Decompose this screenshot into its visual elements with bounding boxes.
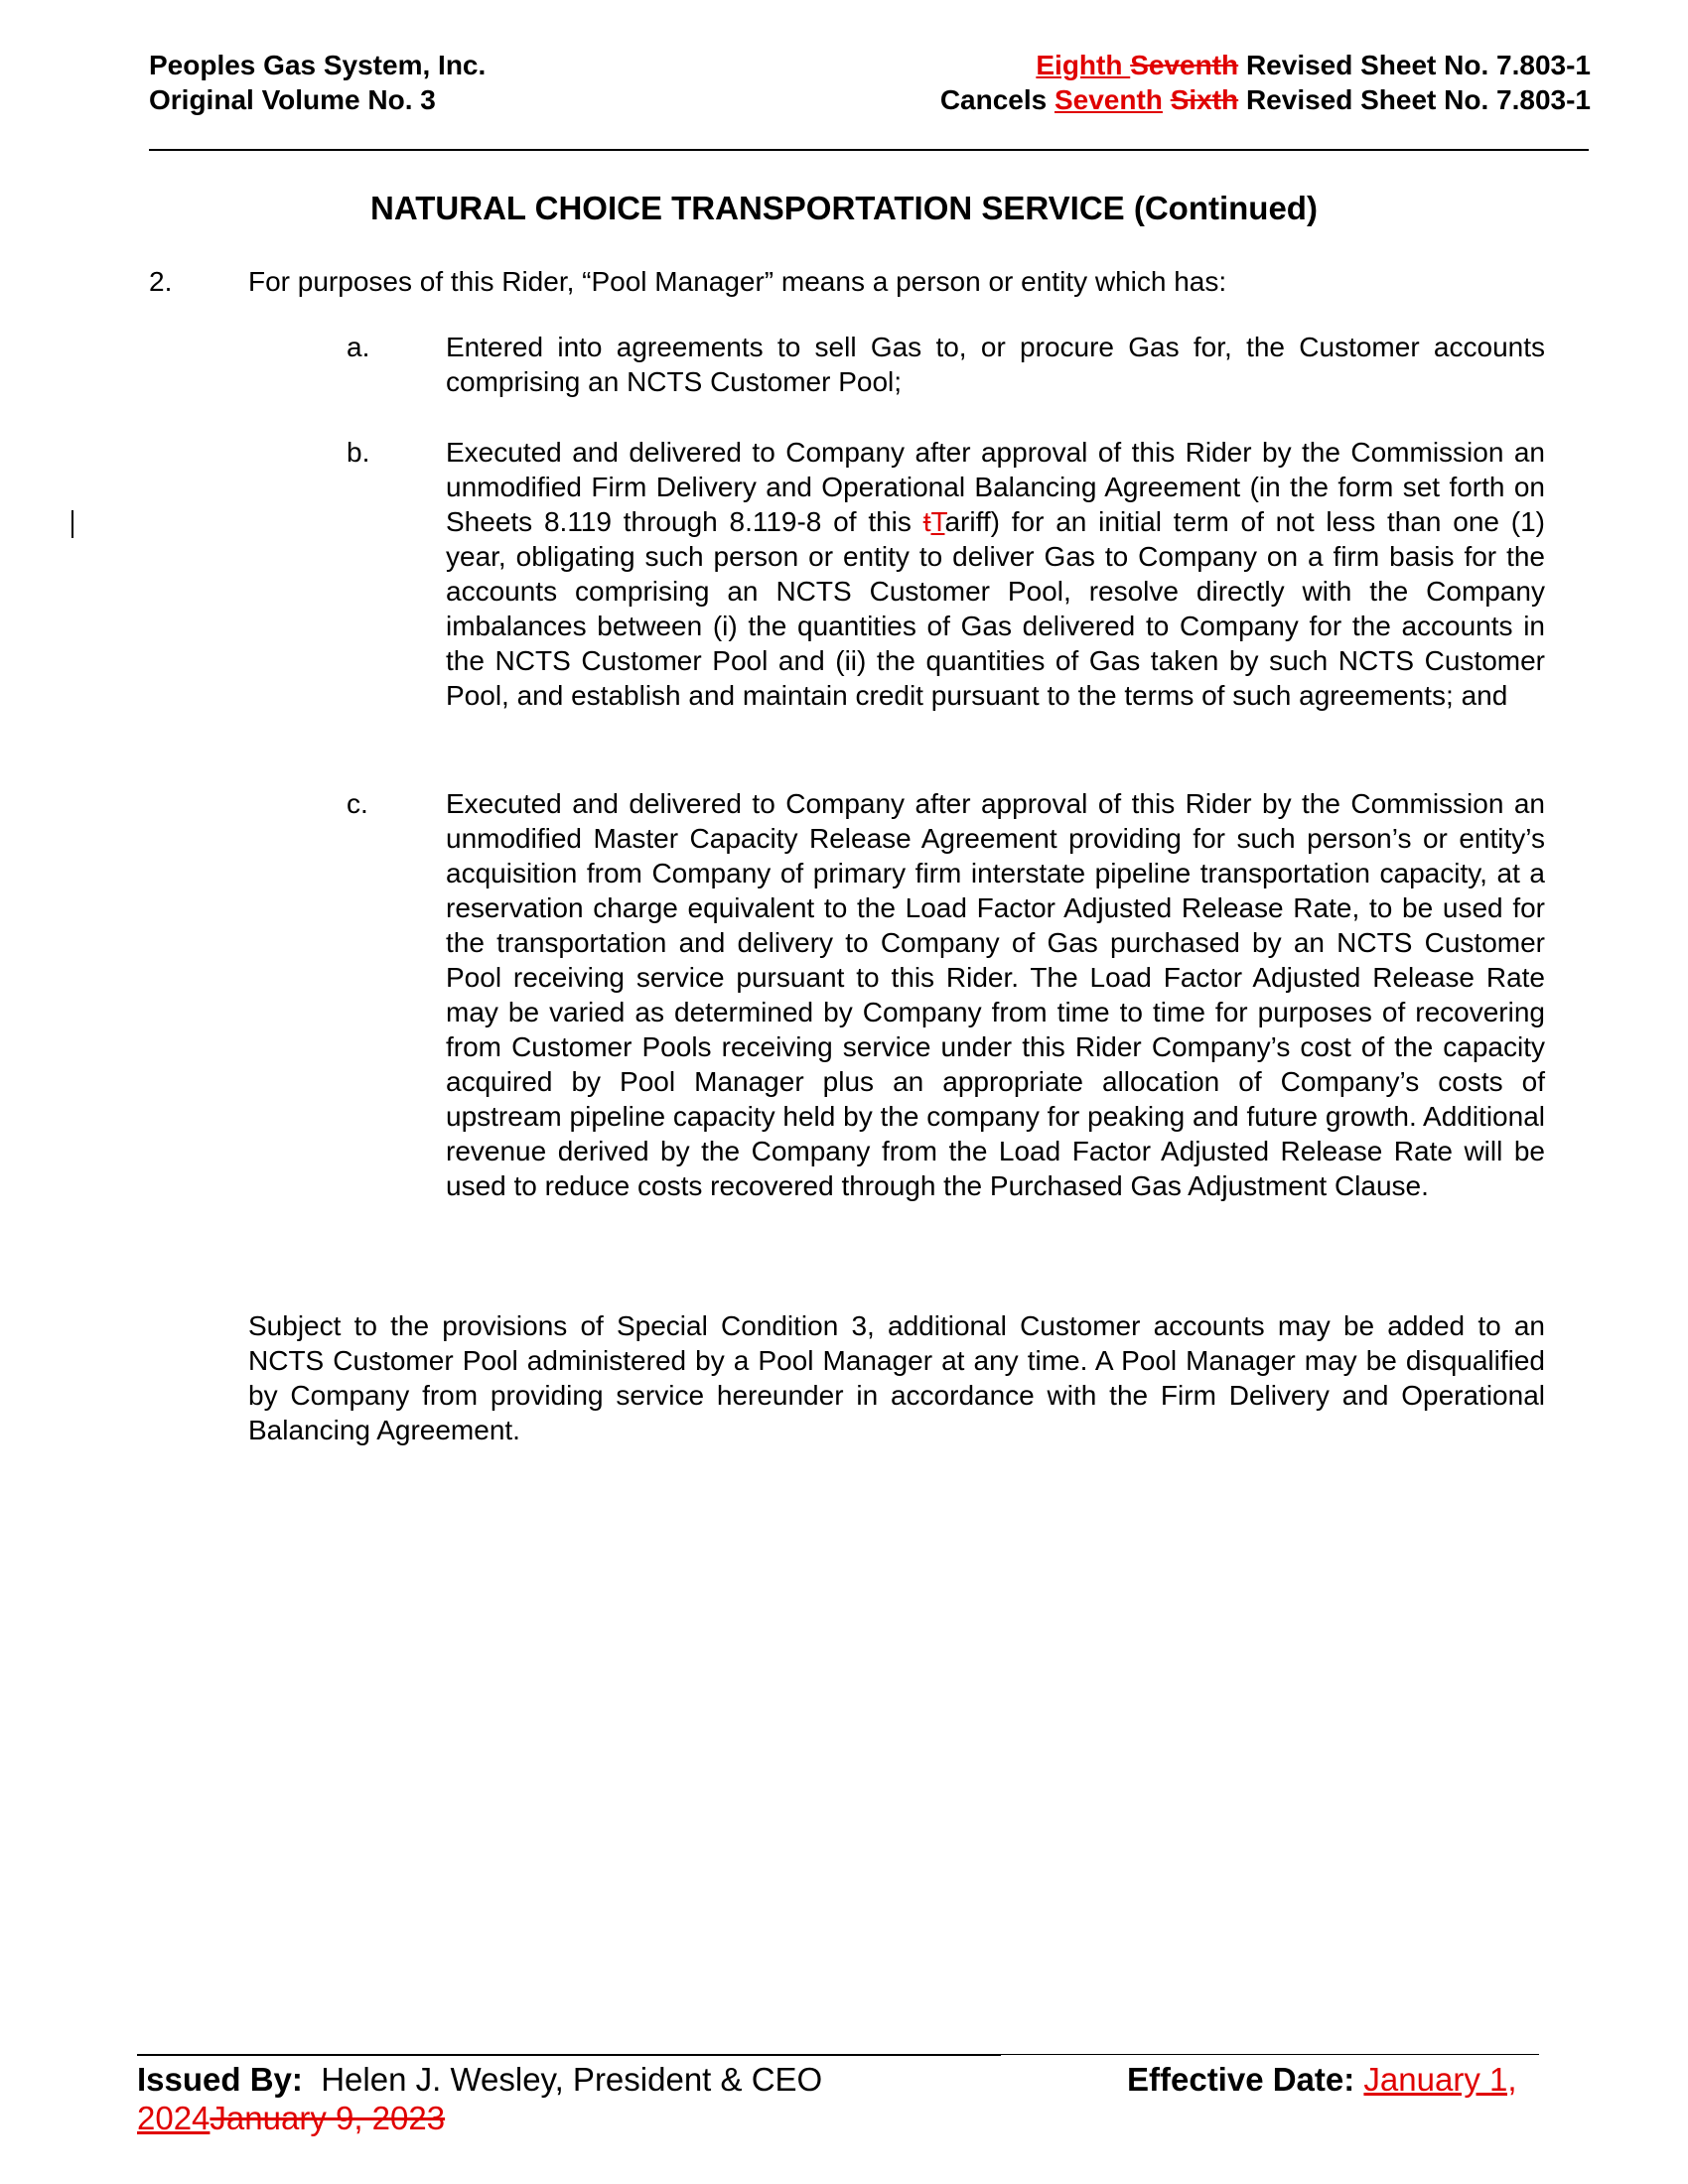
sub-item-text-a: Entered into agreements to sell Gas to, or procure Gas for, the Customer accounts comprising an NCTS Customer Pool;: [446, 332, 1545, 397]
company-name: Peoples Gas System, Inc.: [149, 50, 487, 80]
inserted-text: Eighth: [1036, 50, 1131, 80]
deleted-text: Seventh: [1130, 50, 1239, 80]
header-left: [149, 48, 486, 117]
inserted-text: January 1,: [1363, 2061, 1517, 2098]
spacer: [1163, 84, 1171, 115]
sub-item-letter-b: b.: [347, 437, 370, 468]
footer-divider-right: [1001, 2054, 1539, 2055]
sub-item-letter-c: c.: [347, 788, 368, 819]
item-text: For purposes of this Rider, “Pool Manager” means a person or entity which has:: [248, 266, 1227, 297]
inserted-text: T: [930, 506, 945, 537]
deleted-text: t: [922, 506, 931, 537]
sub-item-letter-a: a.: [347, 332, 370, 362]
effective-label: Effective Date:: [1127, 2061, 1364, 2098]
effective-date: [1127, 2060, 1517, 2100]
cancels-prefix: Cancels: [939, 84, 1055, 115]
cancels-sheet: [940, 82, 1591, 117]
effective-date-continued: [137, 2099, 445, 2138]
cancels-label: Revised Sheet No. 7.803-1: [1238, 84, 1591, 115]
issuer-name: Helen J. Wesley, President & CEO: [302, 2061, 823, 2098]
deleted-text: Sixth: [1170, 84, 1239, 115]
sub-item-text-c: Executed and delivered to Company after approval of this Rider by the Commission an unmodified Master Capacity Release Agreement providing for such person’s or entity’s acquisition from Company of primary firm interstate pipeline transportation capacity, at a reservation charge equivalent to the Load Factor Adjusted Release Rate, to be used for the transportation and delivery to Company of Gas purchased by an NCTS Customer Pool receiving service pursuant to this Rider. The Load Factor Adjusted Release Rate may be varied as determined by Company from time to time for purposes of recovering from Customer Pools receiving service under this Rider Company’s cost of the capacity acquired by Pool Manager plus an appropriate allocation of Company’s costs of upstream pipeline capacity held by the company for peaking and future growth. Additional revenue derived by the Company from the Load Factor Adjusted Release Rate will be used to reduce costs recovered through the Purchased Gas Adjustment Clause.: [446, 788, 1545, 1201]
text-run: ariff) for an initial term of not less than one (1) year, obligating such person or entity to deliver Gas to Company on a firm basis for the accounts comprising an NCTS Customer Pool, resolve directly with the Company imbalances between (i) the quantities of Gas delivered to Company for the accounts in the NCTS Customer Pool and (ii) the quantities of Gas taken by such NCTS Customer Pool, and establish and maintain credit pursuant to the terms of such agreements; and: [446, 506, 1545, 711]
inserted-text: Seventh: [1054, 84, 1163, 115]
page-title: NATURAL CHOICE TRANSPORTATION SERVICE (Continued): [370, 190, 1318, 226]
header-right: [940, 48, 1591, 117]
issued-by: [137, 2060, 822, 2100]
item-number: 2.: [149, 266, 173, 297]
text-run: Executed and delivered to Company after approval of this Rider by the Commission an unmodified Firm Delivery and Operational Balancing Agreement (in the form set forth on Sheets 8.119 through 8.119-8 of this: [446, 437, 1545, 537]
footer-divider: [137, 2054, 1001, 2056]
sheet-label: Revised Sheet No. 7.803-1: [1238, 50, 1591, 80]
inserted-text: 2024: [137, 2100, 211, 2136]
sheet-number: [940, 48, 1591, 82]
sub-item-text-b: [446, 435, 1545, 713]
issued-label: Issued By:: [137, 2061, 303, 2098]
volume-label: Original Volume No. 3: [149, 84, 436, 115]
closing-paragraph: Subject to the provisions of Special Condition 3, additional Customer accounts may be added to an NCTS Customer Pool administered by a Pool Manager at any time. A Pool Manager may be disqualified by Company from providing service hereunder in accordance with the Firm Delivery and Operational Balancing Agreement.: [248, 1310, 1545, 1445]
header-divider: [149, 149, 1589, 151]
deleted-text: January 9, 2023: [210, 2100, 446, 2136]
change-bar: [71, 510, 73, 538]
